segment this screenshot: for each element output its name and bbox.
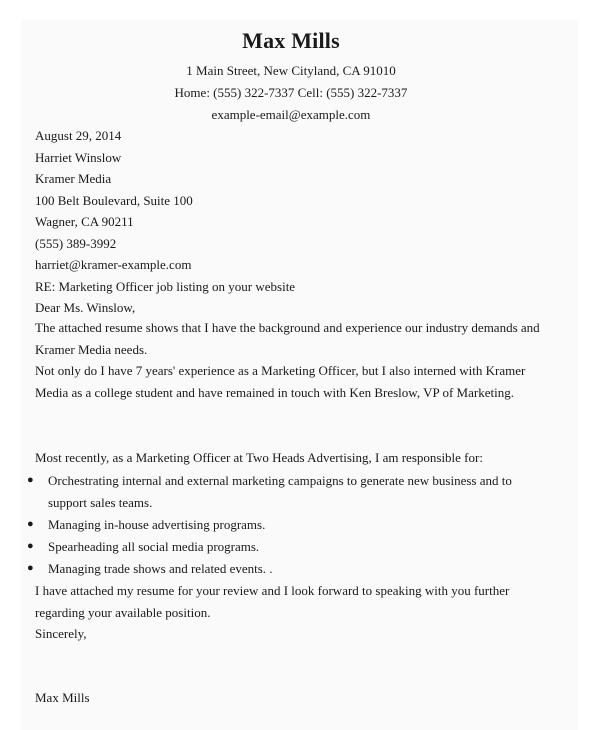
recipient-company: Kramer Media xyxy=(35,171,112,186)
bullet-icon: ● xyxy=(27,518,34,530)
sender-email: example-email@example.com xyxy=(211,107,371,122)
paragraph-intro: The attached resume shows that I have the background and experience our industry demands and Kramer Media needs. xyxy=(35,320,540,357)
paragraph-responsibilities: Most recently, as a Marketing Officer at Two Heads Advertising, I am responsible for: xyxy=(35,450,483,465)
bullet-icon: ● xyxy=(27,540,34,552)
bullet-icon: ● xyxy=(27,562,34,574)
list-item-text: Orchestrating internal and external marketing campaigns to generate new business and to support sales teams. xyxy=(48,473,512,510)
recipient-email: harriet@kramer-example.com xyxy=(35,257,192,272)
sender-phone: Home: (555) 322-7337 Cell: (555) 322-7337 xyxy=(174,85,408,100)
letter-date: August 29, 2014 xyxy=(35,128,122,143)
signature-name: Max Mills xyxy=(35,690,90,705)
list-item-text: Spearheading all social media programs. xyxy=(48,539,260,554)
salutation: Dear Ms. Winslow, xyxy=(35,300,136,315)
recipient-name: Harriet Winslow xyxy=(35,150,122,165)
sender-address: 1 Main Street, New Cityland, CA 91010 xyxy=(186,63,396,78)
recipient-city: Wagner, CA 90211 xyxy=(35,214,134,229)
paragraph-experience: Not only do I have 7 years' experience as a Marketing Officer, but I also interned with Kramer Media as a college student and have remained in touch with Ken Breslow, VP of Marketing. xyxy=(35,363,526,400)
sender-name: Max Mills xyxy=(242,28,340,53)
subject-line: RE: Marketing Officer job listing on your website xyxy=(35,279,296,294)
recipient-street: 100 Belt Boulevard, Suite 100 xyxy=(35,193,193,208)
letter-page xyxy=(21,20,578,730)
list-item-text: Managing trade shows and related events. . xyxy=(48,561,273,576)
paragraph-closing: I have attached my resume for your review and I look forward to speaking with you further regarding your available position. xyxy=(35,583,510,620)
recipient-phone: (555) 389-3992 xyxy=(35,236,117,251)
bullet-icon: ● xyxy=(27,474,34,486)
list-item-text: Managing in-house advertising programs. xyxy=(48,517,266,532)
sign-off: Sincerely, xyxy=(35,626,87,641)
